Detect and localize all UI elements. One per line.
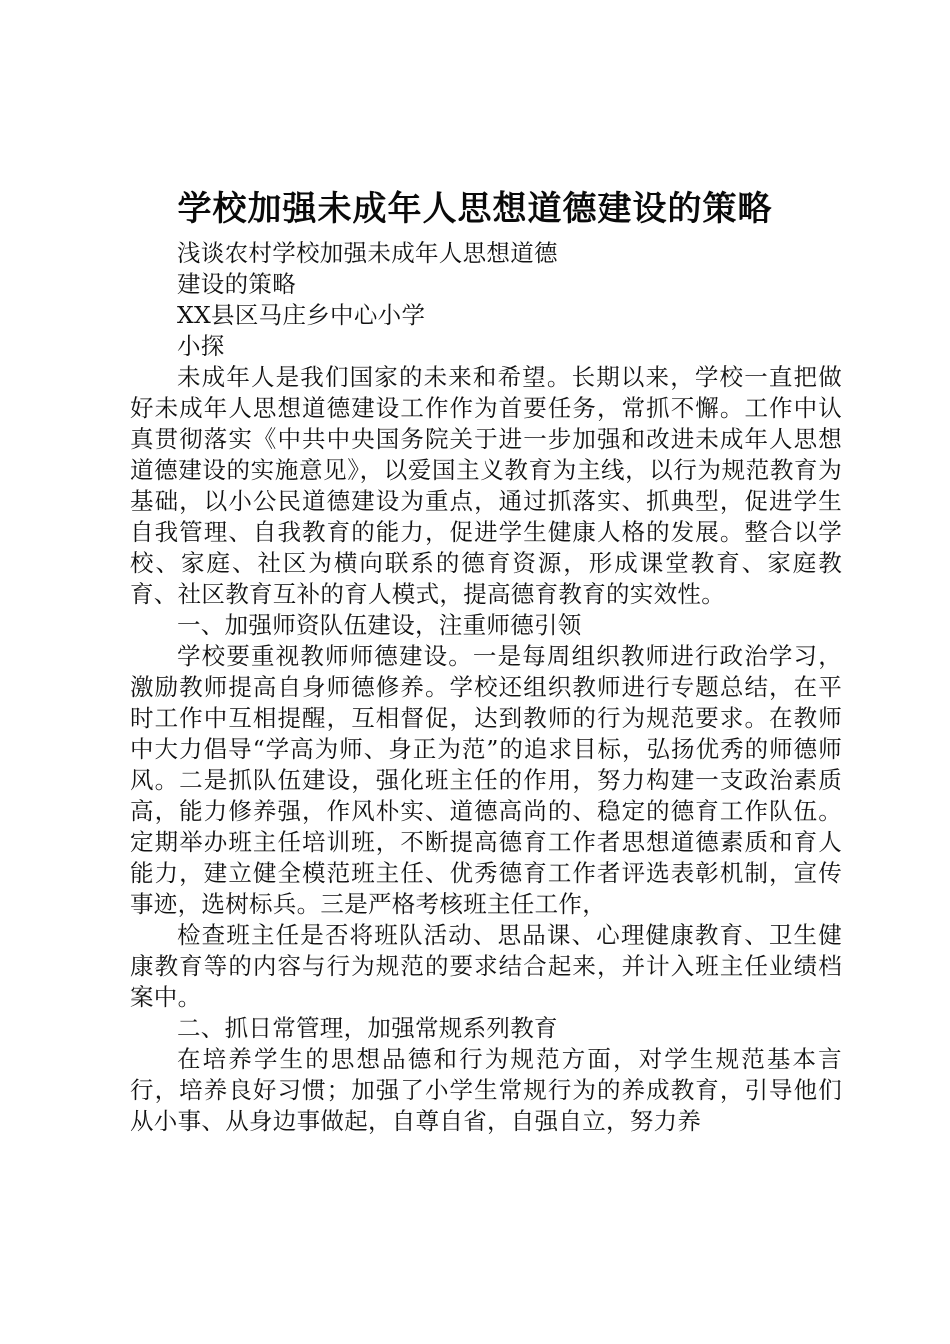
subtitle-line-2: 建设的策略	[177, 270, 296, 298]
paragraph-routine-education: 在培养学生的思想品德和行为规范方面，对学生规范基本言行，培养良好习惯；加强了小学生常规行为的养成教育，引导他们从小事、从身边事做起，自尊自省，自强自立，努力养	[130, 1045, 842, 1135]
document-body	[130, 238, 842, 1137]
section-heading-1: 一、加强师资队伍建设，注重师德引领	[177, 611, 582, 639]
paragraph-class-inspection: 检查班主任是否将班队活动、思品课、心理健康教育、卫生健康教育等的内容与行为规范的要求结合起来，并计入班主任业绩档案中。	[130, 921, 842, 1011]
school-name: XX县区马庄乡中心小学	[177, 301, 426, 329]
paragraph-intro: 未成年人是我们国家的未来和希望。长期以来，学校一直把做好未成年人思想道德建设工作作为首要任务，常抓不懈。工作中认真贯彻落实《中共中央国务院关于进一步加强和改进未成年人思想道德建设的实施意见》，以爱国主义教育为主线，以行为规范教育为基础，以小公民道德建设为重点，通过抓落实、抓典型，促进学生自我管理、自我教育的能力，促进学生健康人格的发展。整合以学校、家庭、社区为横向联系的德育资源，形成课堂教育、家庭教育、社区教育互补的育人模式，提高德育教育的实效性。	[130, 363, 842, 608]
paragraph-teacher-ethics: 学校要重视教师师德建设。一是每周组织教师进行政治学习，激励教师提高自身师德修养。学校还组织教师进行专题总结，在平时工作中互相提醒，互相督促，达到教师的行为规范要求。在教师中大力倡导“学高为师、身正为范”的追求目标，弘扬优秀的师德师风。二是抓队伍建设，强化班主任的作用，努力构建一支政治素质高，能力修养强，作风朴实、道德高尚的、稳定的德育工作队伍。定期举办班主任培训班，不断提高德育工作者思想道德素质和育人能力，建立健全模范班主任、优秀德育工作者评选表彰机制，宣传事迹，选树标兵。三是严格考核班主任工作，	[130, 642, 842, 918]
section-heading-2: 二、抓日常管理，加强常规系列教育	[177, 1014, 558, 1042]
document-title: 学校加强未成年人思想道德建设的策略	[177, 189, 773, 229]
author-name: 小探	[177, 332, 225, 360]
subtitle-line-1: 浅谈农村学校加强未成年人思想道德	[177, 239, 558, 267]
